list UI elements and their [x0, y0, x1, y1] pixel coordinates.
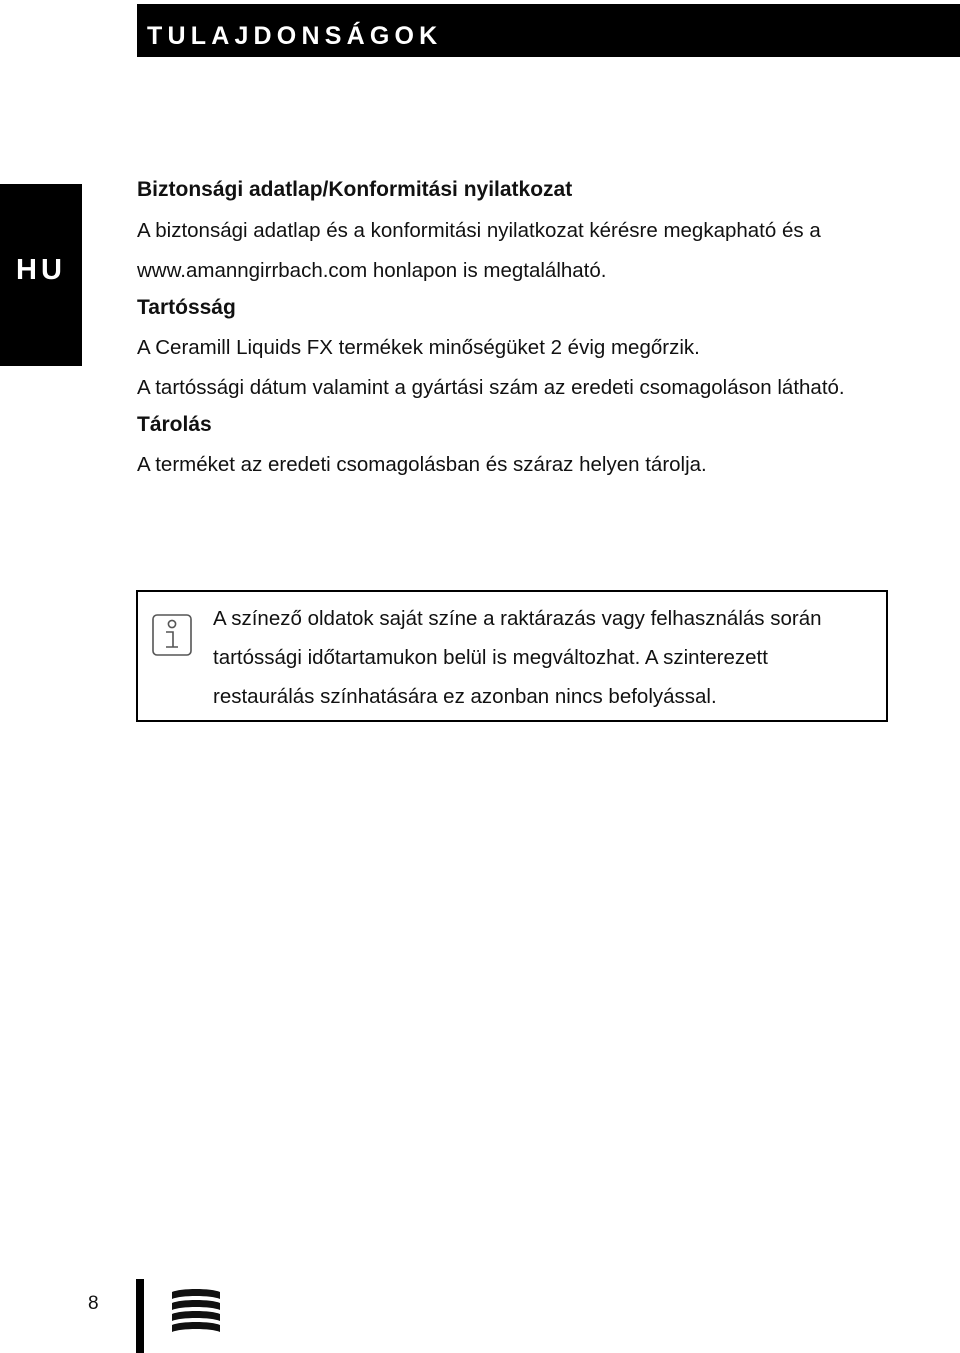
- paragraph-durability-1: A Ceramill Liquids FX termékek minőségüket 2 évig megőrzik.: [137, 336, 700, 359]
- paragraph-safety-datasheet: A biztonsági adatlap és a konformitási nyilatkozat kérésre megkapható és a www.amanngirrbach.com honlapon is megtalálható.: [137, 219, 821, 282]
- info-note-box: [136, 590, 888, 722]
- info-icon: [152, 614, 192, 656]
- paragraph-storage: A terméket az eredeti csomagolásban és száraz helyen tárolja.: [137, 453, 707, 476]
- heading-storage: Tárolás: [137, 413, 212, 436]
- section-title: TULAJDONSÁGOK: [147, 22, 443, 50]
- main-content: [137, 174, 897, 485]
- paragraph-durability-2: A tartóssági dátum valamint a gyártási szám az eredeti csomagoláson látható.: [137, 376, 845, 399]
- language-tab: [0, 184, 82, 366]
- amann-girrbach-logo: [171, 1288, 221, 1334]
- footer-rule: [136, 1279, 144, 1353]
- heading-durability: Tartósság: [137, 296, 236, 319]
- page-number: 8: [88, 1293, 99, 1314]
- info-note-text: A színező oldatok saját színe a raktárazás vagy felhasználás során tartóssági időtartamukon belül is megváltozhat. A szinterezett restaurálás színhatására ez azonban nincs befolyással.: [213, 607, 822, 708]
- heading-safety-datasheet: Biztonsági adatlap/Konformitási nyilatkozat: [137, 178, 573, 201]
- section-header-bar: [137, 4, 960, 57]
- language-label: HU: [16, 254, 66, 286]
